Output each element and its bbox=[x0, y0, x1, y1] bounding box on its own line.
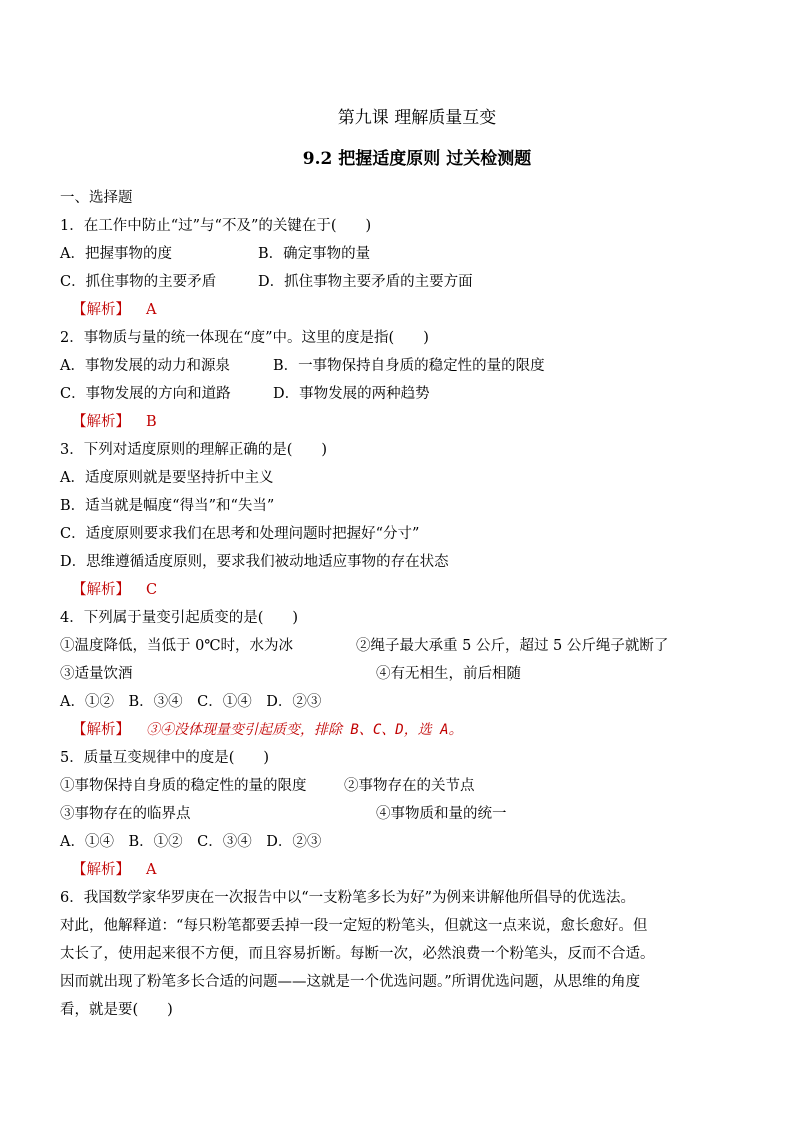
question-3-option-b: B．适当就是幅度“得当”和“失当” bbox=[60, 498, 275, 514]
question-6-stem-line-1: 6．我国数学家华罗庚在一次报告中以“一支粉笔多长为好”为例来讲解他所倡导的优选法。 bbox=[60, 890, 636, 906]
question-5-items-row-2 bbox=[60, 800, 740, 828]
question-3-option-d: D．思维遵循适度原则，要求我们被动地适应事物的存在状态 bbox=[60, 554, 449, 570]
question-2-answer bbox=[60, 408, 740, 436]
question-6-stem-line-5: 看，就是要( ) bbox=[60, 1002, 173, 1018]
question-6-stem-line-3: 太长了，使用起来很不方便，而且容易折断。每断一次，必然浪费一个粉笔头，反而不合适。 bbox=[60, 946, 655, 962]
question-3-answer bbox=[60, 576, 740, 604]
question-2-options-row-1 bbox=[60, 352, 740, 380]
question-5-items-row-1 bbox=[60, 772, 740, 800]
question-3-option-a: A．适度原则就是要坚持折中主义 bbox=[60, 470, 274, 486]
question-1-option-c: C．抓住事物的主要矛盾 bbox=[60, 274, 217, 290]
question-5-stem: 5．质量互变规律中的度是( ) bbox=[60, 750, 270, 766]
question-4-items-row-2 bbox=[60, 660, 740, 688]
question-4-item-4: ④有无相生，前后相随 bbox=[376, 666, 521, 682]
question-4-answer bbox=[60, 716, 740, 744]
answer-value: B bbox=[146, 414, 157, 430]
question-5-item-4: ④事物质和量的统一 bbox=[376, 806, 507, 822]
question-2-option-a: A．事物发展的动力和源泉 bbox=[60, 358, 230, 374]
question-1-answer bbox=[60, 296, 740, 324]
question-1-stem: 1．在工作中防止“过”与“不及”的关键在于( ) bbox=[60, 218, 372, 234]
question-2-options-row-2 bbox=[60, 380, 740, 408]
section-heading: 一、选择题 bbox=[60, 190, 133, 206]
quiz-title: 9.2 把握适度原则 过关检测题 bbox=[302, 149, 532, 169]
question-4-item-2: ②绳子最大承重 5 公斤，超过 5 公斤绳子就断了 bbox=[356, 638, 669, 654]
question-3-option-c: C．适度原则要求我们在思考和处理问题时把握好“分寸” bbox=[60, 526, 420, 542]
question-1-option-b: B．确定事物的量 bbox=[258, 246, 371, 262]
question-3-stem: 3．下列对适度原则的理解正确的是( ) bbox=[60, 442, 328, 458]
question-5-item-2: ②事物存在的关节点 bbox=[344, 778, 475, 794]
question-5-choices: A．①④ B．①② C．③④ D．②③ bbox=[60, 834, 322, 850]
question-5-item-3: ③事物存在的临界点 bbox=[60, 806, 191, 822]
question-2-option-d: D．事物发展的两种趋势 bbox=[273, 386, 430, 402]
question-1-options-row-2 bbox=[60, 268, 740, 296]
question-1-option-a: A．把握事物的度 bbox=[60, 246, 172, 262]
question-list bbox=[60, 184, 740, 1024]
question-1-option-d: D．抓住事物主要矛盾的主要方面 bbox=[258, 274, 473, 290]
question-4-item-3: ③适量饮酒 bbox=[60, 666, 133, 682]
question-6-stem-line-4: 因而就出现了粉笔多长合适的问题——这就是一个优选问题。”所谓优选问题，从思维的角度 bbox=[60, 974, 641, 990]
question-2-stem: 2．事物质与量的统一体现在“度”中。这里的度是指( ) bbox=[60, 330, 429, 346]
answer-label: 【解析】 bbox=[72, 302, 130, 318]
question-1-options-row-1 bbox=[60, 240, 740, 268]
answer-label: 【解析】 bbox=[72, 862, 130, 878]
question-4-item-1: ①温度降低，当低于 0℃时，水为冰 bbox=[60, 638, 294, 654]
question-5-answer bbox=[60, 856, 740, 884]
question-4-items-row-1 bbox=[60, 632, 740, 660]
answer-value: C bbox=[146, 582, 158, 598]
question-4-choices: A．①② B．③④ C．①④ D．②③ bbox=[60, 694, 322, 710]
question-2-option-c: C．事物发展的方向和道路 bbox=[60, 386, 231, 402]
lesson-title: 第九课 理解质量互变 bbox=[337, 108, 497, 128]
question-2-option-b: B．一事物保持自身质的稳定性的量的限度 bbox=[273, 358, 545, 374]
answer-label: 【解析】 bbox=[72, 414, 130, 430]
answer-value: A bbox=[146, 862, 157, 878]
question-5-item-1: ①事物保持自身质的稳定性的量的限度 bbox=[60, 778, 307, 794]
answer-value: A bbox=[146, 302, 157, 318]
question-4-stem: 4．下列属于量变引起质变的是( ) bbox=[60, 610, 299, 626]
answer-value: ③④没体现量变引起质变，排除 B、C、D，选 A。 bbox=[146, 722, 463, 738]
question-6-stem-line-2: 对此，他解释道：“每只粉笔都要丢掉一段一定短的粉笔头，但就这一点来说，愈长愈好。但 bbox=[60, 918, 648, 934]
answer-label: 【解析】 bbox=[72, 582, 130, 598]
answer-label: 【解析】 bbox=[72, 722, 130, 738]
